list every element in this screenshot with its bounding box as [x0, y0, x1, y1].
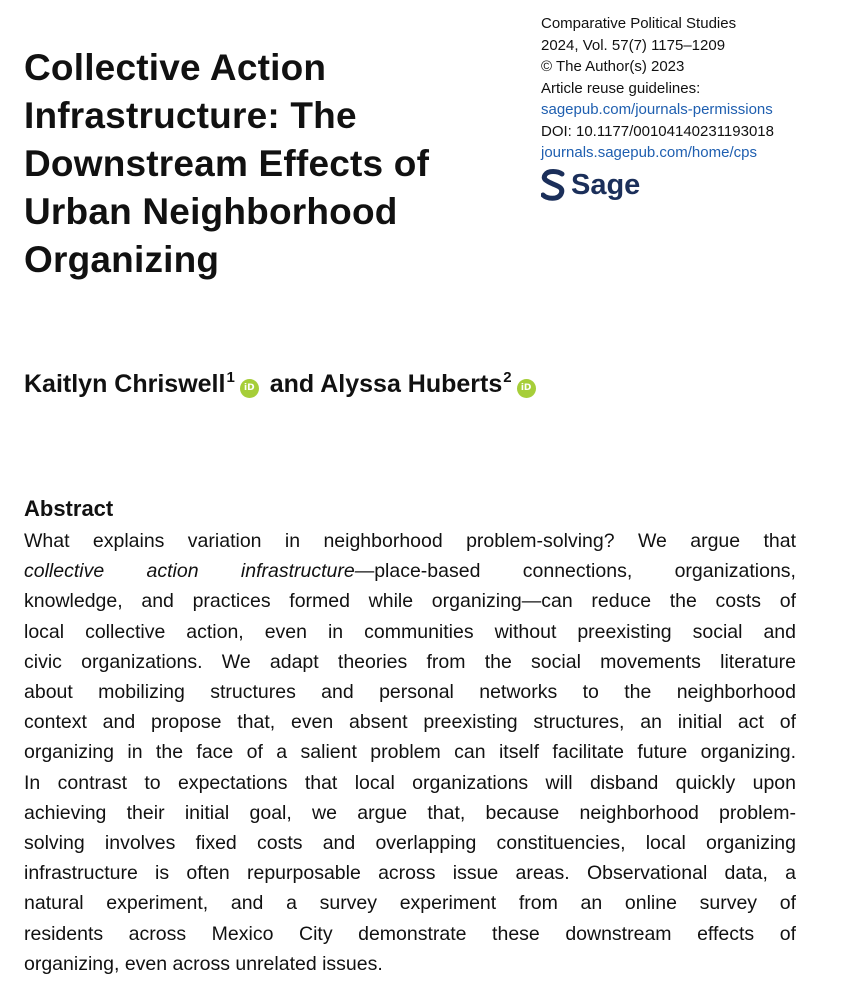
permissions-link[interactable]: sagepub.com/journals-permissions — [541, 101, 773, 118]
abstract-line: organizing in the face of a salient problem can itself facilitate future organizing. — [24, 741, 796, 764]
abstract-line: knowledge, and practices formed while organizing—can reduce the costs of — [24, 590, 796, 613]
journal-name: Comparative Political Studies — [541, 15, 737, 32]
orcid-icon[interactable]: iD — [517, 379, 536, 398]
journal-volume: 2024, Vol. 57(7) 1175–1209 — [541, 36, 726, 54]
emphasized-term: collective action infrastructure — [24, 560, 355, 583]
title-line: Collective Action — [24, 47, 327, 88]
abstract-line: solving involves fixed costs and overlapping constituencies, local organizing — [24, 832, 796, 855]
abstract-line: achieving their initial goal, we argue that, because neighborhood problem- — [24, 801, 796, 824]
author-connector: and — [269, 370, 315, 398]
title-line: Organizing — [24, 239, 220, 280]
abstract-line — [24, 556, 796, 586]
title-line: Downstream Effects of — [24, 143, 430, 184]
journal-home-link[interactable]: journals.sagepub.com/home/cps — [541, 144, 757, 161]
reuse-guidelines-label: Article reuse guidelines: — [541, 79, 701, 97]
author-name: Kaitlyn Chriswell — [24, 370, 226, 398]
abstract-line: organizing, even across unrelated issues. — [24, 952, 383, 975]
abstract-line: local collective action, even in communities without preexisting social and — [24, 620, 796, 643]
sage-s-icon — [541, 169, 565, 201]
abstract-line: What explains variation in neighborhood problem-solving? We argue that — [24, 530, 796, 552]
title-line: Urban Neighborhood — [24, 191, 398, 232]
abstract-line: civic organizations. We adapt theories from the social movements literature — [24, 650, 796, 673]
abstract-heading: Abstract — [24, 496, 114, 521]
journal-metadata — [541, 13, 841, 164]
affiliation-marker: 1 — [226, 369, 235, 386]
author-list — [24, 366, 540, 402]
author-name: Alyssa Huberts — [320, 370, 503, 398]
affiliation-marker: 2 — [503, 369, 512, 386]
doi: DOI: 10.1177/00104140231193018 — [541, 122, 774, 140]
orcid-icon[interactable]: iD — [240, 379, 259, 398]
abstract-line: natural experiment, and a survey experiment from an online survey of — [24, 892, 796, 915]
abstract-line: residents across Mexico City demonstrate these downstream effects of — [24, 922, 796, 945]
abstract-line: In contrast to expectations that local organizations will disband quickly upon — [24, 771, 796, 794]
abstract-text — [24, 526, 796, 979]
copyright-notice: © The Author(s) 2023 — [541, 58, 685, 75]
abstract-line: infrastructure is often repurposable across issue areas. Observational data, a — [24, 862, 796, 885]
title-line: Infrastructure: The — [24, 95, 357, 136]
sage-logo — [541, 168, 640, 202]
abstract-line-rest: —place-based connections, organizations, — [354, 560, 796, 583]
article-title — [24, 44, 524, 284]
publisher-name: Sage — [571, 169, 641, 201]
abstract-line: context and propose that, even absent preexisting structures, an initial act of — [24, 711, 796, 734]
abstract-line: about mobilizing structures and personal networks to the neighborhood — [24, 681, 796, 704]
